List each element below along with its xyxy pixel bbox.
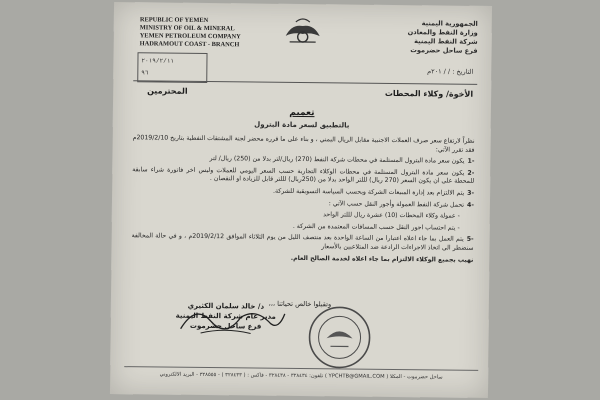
company-logo-icon [282, 16, 324, 50]
header-ar-line2: وزارة النفط والمعادن [407, 28, 478, 37]
list-item: -5يتم العمل بما جاء اعلاه اعتبارا من الساعة الواحدة بعد منتصف الليل من يوم الثلاثاء الموافق 2019/2/12م ، و في حالة المخالفة سنضطر الى اتخاذ الاجراءات الرادعة ضد المتلاعبين بالأسعار [131, 232, 474, 252]
sub-item-2-text: يتم احتساب اجور النقل حسب المسافات المعتمدة من الشركة . [292, 222, 456, 232]
signatory-role: مدير عام شركة النفط اليمنية [175, 311, 276, 321]
document-body [131, 134, 474, 268]
signatory-branch: فرع ساحل حضرموت [189, 321, 262, 331]
date-line: التاريخ : / / ٢٠١م [427, 67, 474, 76]
list-item: -2يكون سعر مادة البترول المستلمة في محطات الوكلاء التجارية حسب السعر اليومي للعملات وليس اخر فاتورة شراء سابقة للمحطة على ان يكون السعر (270 ريال) لللتر الواحد بدلا من (250ريال) لللتر قابل للزيادة او النقصان . [132, 166, 475, 186]
header-ar-line3: شركة النفط اليمنية [414, 37, 478, 46]
signature-block [151, 300, 301, 332]
list-item: -3يتم الالتزام بعد إدارة المبيعات الشركة وبحسب السياسة التسويقية للشركة. [272, 187, 475, 197]
official-stamp-icon [306, 304, 373, 371]
closing-note: نهيب بجميع الوكلاء الالتزام بما جاء اعلاه لخدمة الصالح العام. [290, 254, 474, 264]
reference-date: ٢٠١٩/٢/١١ [141, 57, 174, 65]
letterhead-english [140, 16, 260, 49]
document-title: تعميم [289, 107, 315, 119]
signatory-name: د/ خالد سلمان الكثيري [187, 301, 265, 311]
item-3-text: يتم الالتزام بعد إدارة المبيعات الشركة وبحسب السياسة التسويقية للشركة. [272, 187, 465, 197]
document-page [110, 2, 492, 398]
header-en-line2: MINISTRY OF OIL & MINERAL [139, 24, 235, 33]
reference-number: ٩٦ [141, 69, 149, 77]
sub-item: - عمولة وكلاء المحطات (10) عشرة ريال لللتر الواحد [323, 211, 460, 220]
item-5-text: يتم العمل بما جاء اعلاه اعتبارا من الساعة الواحدة بعد منتصف الليل من يوم الثلاثاء الموافق 2019/2/12م ، و في حالة المخالفة سنضطر الى اتخاذ الاجراءات الرادعة ضد المتلاعبين بالأسعار [131, 232, 474, 252]
header-en-line4: HADRAMOUT COAST - BRANCH [139, 40, 240, 49]
sub-item: - يتم احتساب اجور النقل حسب المسافات المعتمدة من الشركة . [292, 222, 460, 232]
item-4-text: تحمل شركة النفط العمولة وأجور النقل حسب الآتي : [328, 199, 465, 209]
list-item: -1يكون سعر مادة البترول المستلمة في محطات شركة النفط (270) ريال/لتر بدلا من (250) ريال/ لتر [209, 155, 475, 166]
header-en-line1: REPUBLIC OF YEMEN [139, 16, 209, 25]
header-ar-line1: الجمهورية اليمنية [421, 19, 478, 28]
item-1-text: يكون سعر مادة البترول المستلمة في محطات شركة النفط (270) ريال/لتر بدلا من (250) ريال/ لتر [209, 155, 465, 165]
footer-contact: ساحل حضرموت - المكلا ( YPCHTB@GMAIL.COM ) تلفون: ٣٢٨٤٣٤ - ٣٢٨٤٣٨ - فاكس : ( ٣٢٨٤٣٣ ) - ٣٢٨٥٥٥ - البريد الالكتروني [159, 371, 443, 381]
item-2-text: يكون سعر مادة البترول المستلمة في محطات الوكلاء التجارية حسب السعر اليومي للعملات وليس اخر فاتورة شراء سابقة للمحطة على ان يكون السعر (270 ريال) لللتر الواحد بدلا من (250ريال) لللتر قابل للزيادة او النقصان . [132, 166, 475, 186]
header-ar-line4: فرع ساحل حضرموت [410, 46, 478, 55]
regards-line: وتقبلوا خالص تحياتنا ،،، [268, 299, 332, 309]
list-item: -4تحمل شركة النفط العمولة وأجور النقل حسب الآتي : [328, 199, 474, 209]
header-en-line3: YEMEN PETROLEUM COMPANY [139, 32, 241, 41]
sub-item-1-text: عمولة وكلاء المحطات (10) عشرة ريال لللتر الواحد [323, 211, 456, 220]
letterhead-arabic [358, 19, 478, 56]
intro-paragraph: نظراً لارتفاع سعر صرف العملات الاجنبية مقابل الريال اليمني ، و بناء على ما قرره محضر لجنة المشتقات النفطية بتاريخ 2019/2/10م فقد تقرر الآتي: [132, 134, 475, 154]
reference-box [137, 52, 207, 83]
document-subtitle: بالتطبيق لسعر مادة البترول [254, 120, 350, 130]
respected-label: المحترمين [147, 86, 188, 96]
salutation: الأخوة/ وكلاء المحطات [384, 88, 474, 99]
